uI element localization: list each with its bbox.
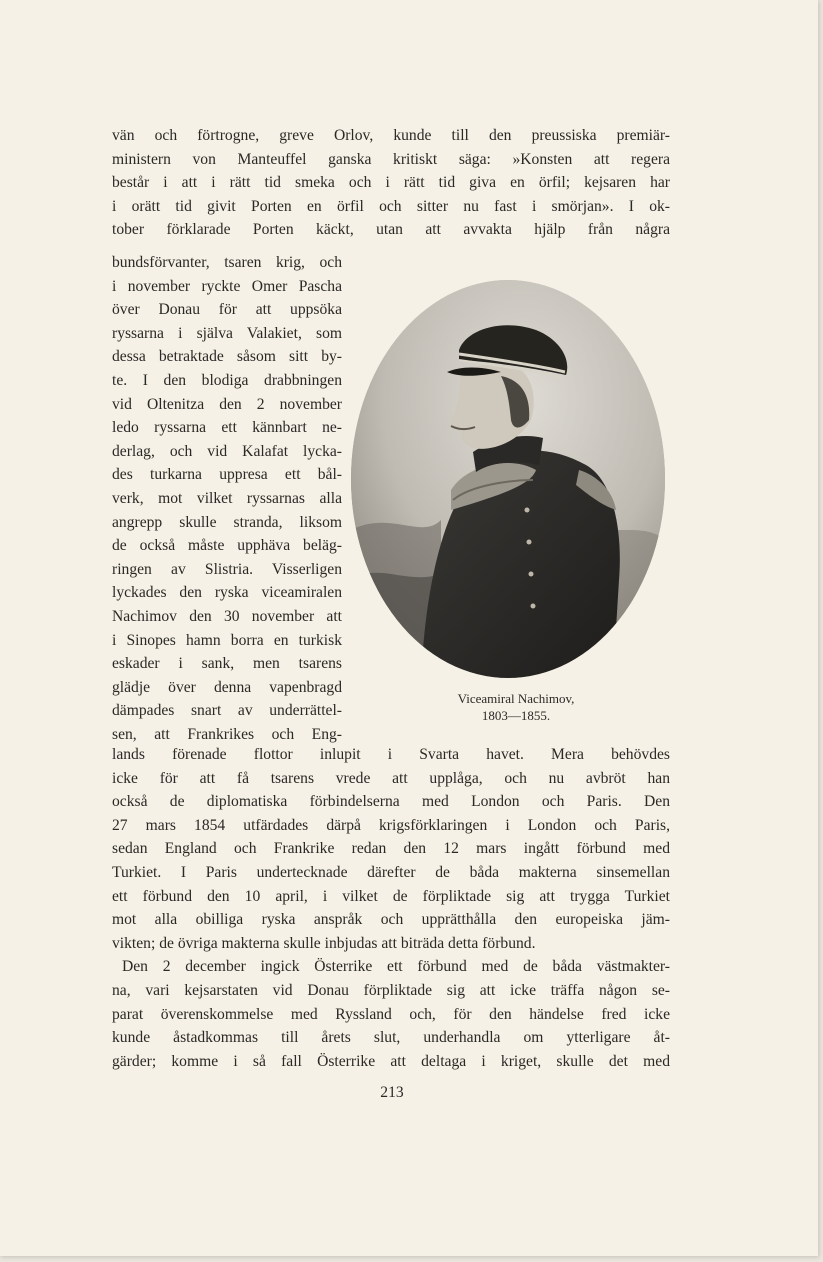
text-line: dämpades snart av underrättel- — [112, 702, 342, 720]
text-line: icke för att få tsarens vrede att upplåga, och nu avbröt han — [112, 769, 670, 787]
text-line: eskader i sank, men tsarens — [112, 655, 342, 673]
text-line: Turkiet. I Paris undertecknade därefter de båda makterna sinsemellan — [112, 863, 670, 881]
text-line: verk, mot vilket ryssarnas alla — [112, 489, 342, 507]
text-line: vän och förtrogne, greve Orlov, kunde till den preussiska premiär- — [112, 127, 670, 144]
text-line: derlag, och vid Kalafat lycka- — [112, 442, 342, 460]
text-line: angrepp skulle stranda, liksom — [112, 513, 342, 531]
text-line: lands förenade flottor inlupit i Svarta havet. Mera behövdes — [112, 746, 670, 763]
text-line: dessa betraktade såsom sitt by- — [112, 348, 342, 366]
page-number: 213 — [380, 1084, 404, 1101]
text-line: te. I den blodiga drabbningen — [112, 371, 342, 389]
text-line: i Sinopes hamn borra en turkisk — [112, 631, 342, 649]
text-line: i orätt tid givit Porten en örfil och sitter nu fast i smörjan». I ok- — [112, 197, 670, 215]
text-line: vid Oltenitza den 2 november — [112, 395, 342, 413]
top-paragraph — [112, 124, 670, 242]
text-line: lyckades den ryska viceamiralen — [112, 584, 342, 602]
text-line: bundsförvanter, tsaren krig, och — [112, 254, 342, 271]
portrait-caption — [412, 690, 620, 724]
text-line: ledo ryssarna ett kännbart ne- — [112, 419, 342, 437]
text-line: gärder; komme i så fall Österrike att deltaga i kriget, skulle det med — [112, 1052, 670, 1070]
text-line: parat överenskommelse med Ryssland och, för den händelse fred icke — [112, 1005, 670, 1023]
text-line: över Donau för att uppsöka — [112, 301, 342, 319]
portrait-image — [351, 280, 665, 678]
text-line: 27 mars 1854 utfärdades därpå krigsförklaringen i London och Paris, — [112, 816, 670, 834]
text-line: Den 2 december ingick Österrike ett förbund med de båda västmakter- — [122, 958, 670, 976]
text-line: Nachimov den 30 november att — [112, 607, 342, 625]
text-line: des turkarna uppresa ett bål- — [112, 466, 342, 484]
text-line: glädje över denna vapenbragd — [112, 678, 342, 696]
text-line: består i att i rätt tid smeka och i rätt tid giva en örfil; kejsaren har — [112, 174, 670, 192]
lower-paragraphs — [112, 743, 670, 1073]
text-line: ministern von Manteuffel ganska kritiskt säga: »Konsten att regera — [112, 150, 670, 168]
caption-dates: 1803—1855. — [481, 708, 551, 723]
text-line: na, vari kejsarstaten vid Donau förpliktade sig att icke träffa någon se- — [112, 981, 670, 999]
wrapped-paragraph — [112, 251, 342, 746]
portrait-illustration — [351, 280, 665, 678]
text-line: kunde åstadkommas till årets slut, underhandla om ytterligare åt- — [112, 1029, 670, 1047]
caption-title: Viceamiral Nachimov, — [457, 691, 575, 706]
text-line: ett förbund den 10 april, i vilket de förpliktade sig att trygga Turkiet — [112, 887, 670, 905]
text-line: i november ryckte Omer Pascha — [112, 277, 342, 295]
text-line: sedan England och Frankrike redan den 12 mars ingått förbund med — [112, 840, 670, 858]
text-line: tober förklarade Porten käckt, utan att avvakta hjälp från några — [112, 221, 670, 239]
text-line: också de diplomatiska förbindelserna med London och Paris. Den — [112, 793, 670, 811]
text-line: vikten; de övriga makterna skulle inbjudas att biträda detta förbund. — [112, 934, 536, 952]
text-line: sen, att Frankrikes och Eng- — [112, 725, 342, 743]
text-line: mot alla obilliga ryska anspråk och upprätthålla den europeiska jäm- — [112, 911, 670, 929]
text-line: ringen av Slistria. Visserligen — [112, 560, 342, 578]
text-line: ryssarna i själva Valakiet, som — [112, 324, 342, 342]
text-line: de också måste upphäva beläg- — [112, 537, 342, 555]
